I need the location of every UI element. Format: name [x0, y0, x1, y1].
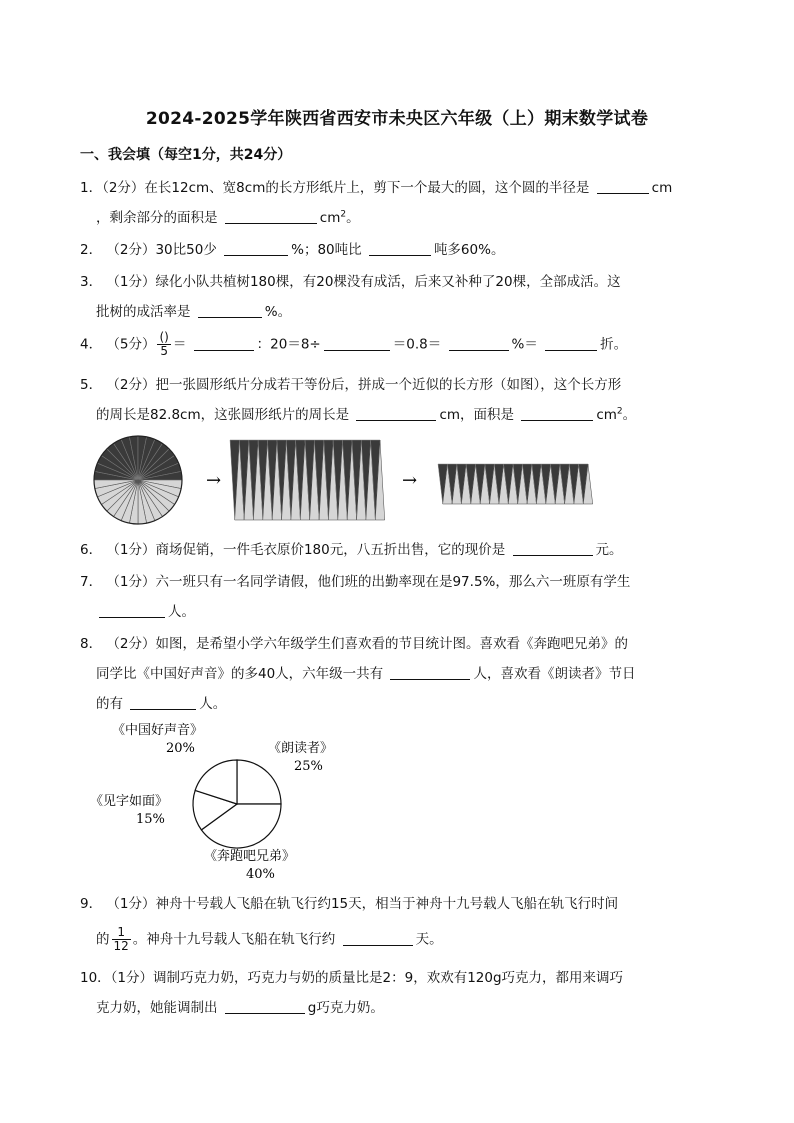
question-3-cont: 批树的成活率是 %。: [96, 304, 292, 320]
pie-pct-langdu: 25%: [294, 759, 323, 774]
zigzag-rectangle-2: [438, 464, 593, 504]
arrow-1: →: [206, 470, 222, 491]
pie-slice: [237, 760, 281, 804]
pie-label-benpao: 《奔跑吧兄弟》: [204, 849, 296, 864]
pie-pct-jianzi: 15%: [136, 812, 165, 827]
answer-blank[interactable]: [390, 665, 470, 680]
answer-blank[interactable]: [225, 209, 317, 224]
divided-circle: [94, 436, 182, 524]
answer-blank[interactable]: [521, 406, 593, 421]
circle-to-rectangle-figure: [90, 432, 600, 528]
question-5-cont: 的周长是82.8cm，这张圆形纸片的周长是 cm，面积是 $cm^2$。: [96, 406, 637, 423]
page-title: 2024-2025学年陕西省西安市未央区六年级（上）期末数学试卷: [145, 109, 649, 129]
zigzag-rectangle-1: [230, 440, 385, 520]
question-7: 7． （1分）六一班只有一名同学请假，他们班的出勤率现在是97.5%，那么六一班原有学生: [80, 574, 631, 590]
question-9: 9． （1分）神舟十号载人飞船在轨飞行约15天，相当于神舟十九号载人飞船在轨飞行时间: [80, 896, 619, 912]
pie-pct-zhongguo: 20%: [166, 741, 195, 756]
question-9-cont: 的 $\frac{1}{12}$ 。神舟十九号载人飞船在轨飞行约 天。: [96, 925, 443, 953]
pie-label-langdu: 《朗读者》: [268, 741, 334, 756]
fraction: $\frac{()}{5}$: [159, 330, 169, 358]
answer-blank[interactable]: [225, 999, 305, 1014]
answer-blank[interactable]: [545, 336, 597, 351]
question-3: 3． （1分）绿化小队共植树180棵，有20棵没有成活，后来又补种了20棵，全部成活。这: [80, 274, 621, 290]
section-title: 一、我会填（每空1分，共24分）: [80, 147, 292, 163]
answer-blank[interactable]: [513, 541, 593, 556]
question-4: 4． （5分） $\frac{()}{5}$ ＝ ：20＝8÷ ＝0.8＝ %＝ 折。: [80, 330, 628, 358]
question-1: 1．（2分）在长12cm、宽8cm的长方形纸片上，剪下一个最大的圆，这个圆的半径是 cm: [80, 180, 673, 196]
answer-blank[interactable]: [449, 336, 509, 351]
answer-blank[interactable]: [198, 303, 262, 318]
answer-blank[interactable]: [356, 406, 436, 421]
answer-blank[interactable]: [224, 241, 288, 256]
question-8: 8． （2分）如图，是希望小学六年级学生们喜欢看的节目统计图。喜欢看《奔跑吧兄弟》的: [80, 636, 628, 652]
question-2: 2． （2分）30比50少 %；80吨比 吨多60%。: [80, 242, 505, 258]
arrow-2: →: [402, 470, 418, 491]
pie-label-jianzi: 《见字如面》: [90, 794, 169, 809]
question-7-cont: 人。: [96, 600, 736, 620]
answer-blank[interactable]: [343, 931, 413, 946]
question-10: 10．（1分）调制巧克力奶，巧克力与奶的质量比是2：9，欢欢有120g巧克力，都用来调巧: [80, 970, 624, 986]
answer-blank[interactable]: [194, 336, 254, 351]
question-8-cont: 同学比《中国好声音》的多40人，六年级一共有 人，喜欢看《朗读者》节日: [96, 666, 636, 682]
pie-pct-benpao: 40%: [246, 867, 275, 882]
question-1-cont: ，剩余部分的面积是 $cm^2$。: [96, 209, 360, 226]
fraction: $\frac{1}{12}$: [113, 925, 129, 953]
answer-blank[interactable]: [99, 603, 165, 618]
answer-blank[interactable]: [369, 241, 431, 256]
pie-label-zhongguo: 《中国好声音》: [112, 723, 204, 738]
question-10-cont: 克力奶，她能调制出 g巧克力奶。: [96, 1000, 384, 1016]
answer-blank[interactable]: [597, 179, 649, 194]
question-5: 5． （2分）把一张圆形纸片分成若干等份后，拼成一个近似的长方形（如图），这个长方形: [80, 377, 622, 393]
question-6: 6． （1分）商场促销，一件毛衣原价180元，八五折出售，它的现价是 元。: [80, 542, 623, 558]
pie-chart: [80, 718, 370, 890]
answer-blank[interactable]: [324, 336, 390, 351]
question-8-cont2: 的有 人。: [96, 696, 227, 712]
answer-blank[interactable]: [130, 695, 196, 710]
